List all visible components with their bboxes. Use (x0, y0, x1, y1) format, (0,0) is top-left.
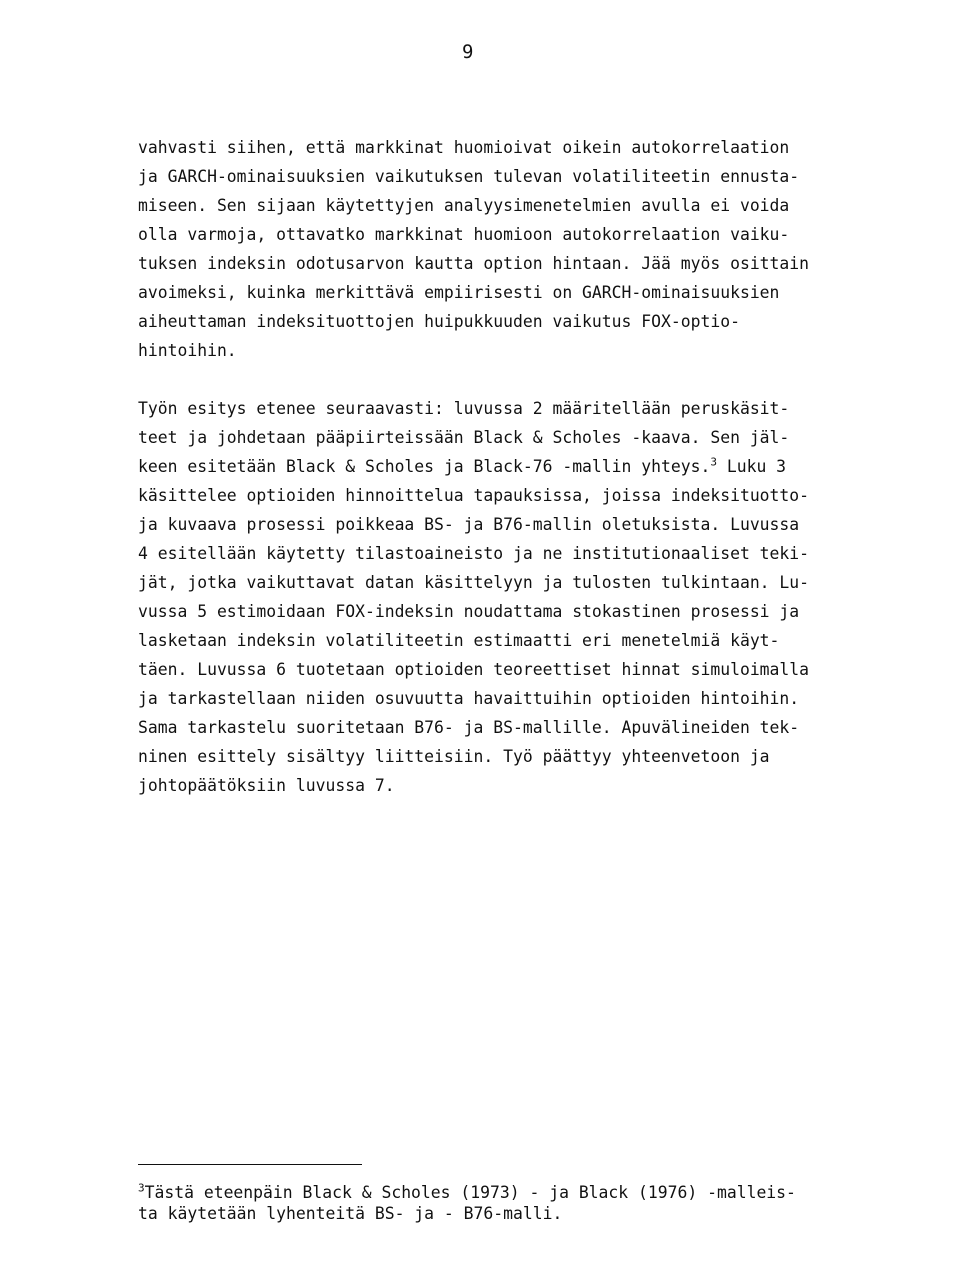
text-line: lasketaan indeksin volatiliteetin estimaatti eri menetelmiä käyt- (138, 631, 780, 650)
text-line: ja GARCH-ominaisuuksien vaikutuksen tulevan volatiliteetin ennusta- (138, 167, 800, 186)
footnote-marker: 3 (138, 1181, 145, 1195)
paragraph-1 (138, 133, 828, 365)
text-line: ja tarkastellaan niiden osuvuutta havaittuihin optioiden hintoihin. (138, 689, 800, 708)
text-line: avoimeksi, kuinka merkittävä empiirisesti on GARCH-ominaisuuksien (138, 283, 780, 302)
paragraph-2 (138, 394, 828, 800)
text-line: olla varmoja, ottavatko markkinat huomioon autokorrelaation vaiku- (138, 225, 790, 244)
text-line: ja kuvaava prosessi poikkeaa BS- ja B76-mallin oletuksista. Luvussa (138, 515, 800, 534)
text-line: hintoihin. (138, 341, 237, 360)
footnote (138, 1182, 828, 1224)
text-line: käsittelee optioiden hinnoittelua tapauksissa, joissa indeksituotto- (138, 486, 810, 505)
text-line: 4 esitellään käytetty tilastoaineisto ja ne institutionaaliset teki- (138, 544, 810, 563)
footnote-reference: 3 (710, 455, 717, 469)
text-line: tuksen indeksin odotusarvon kautta option hintaan. Jää myös osittain (138, 254, 810, 273)
text-line: johtopäätöksiin luvussa 7. (138, 776, 395, 795)
text-line: aiheuttaman indeksituottojen huipukkuuden vaikutus FOX-optio- (138, 312, 740, 331)
text-segment: keen esitetään Black & Scholes ja Black-76 -mallin yhteys. (138, 457, 711, 476)
text-line: vahvasti siihen, että markkinat huomioivat oikein autokorrelaation (138, 138, 790, 157)
text-line: ninen esittely sisältyy liitteisiin. Työ päättyy yhteenvetoon ja (138, 747, 770, 766)
text-line: Sama tarkastelu suoritetaan B76- ja BS-mallille. Apuvälineiden tek- (138, 718, 800, 737)
footnote-line: ta käytetään lyhenteitä BS- ja - B76-malli. (138, 1204, 563, 1223)
text-line: Työn esitys etenee seuraavasti: luvussa 2 määritellään peruskäsit- (138, 399, 790, 418)
text-line: täen. Luvussa 6 tuotetaan optioiden teoreettiset hinnat simuloimalla (138, 660, 810, 679)
text-line: jät, jotka vaikuttavat datan käsittelyyn ja tulosten tulkintaan. Lu- (138, 573, 810, 592)
footnote-divider (138, 1164, 362, 1165)
text-line-with-footnote-ref (138, 452, 828, 481)
footnote-line (138, 1182, 828, 1203)
text-line: vussa 5 estimoidaan FOX-indeksin noudattama stokastinen prosessi ja (138, 602, 800, 621)
page-number: 9 (462, 41, 474, 63)
footnote-text: Tästä eteenpäin Black & Scholes (1973) - ja Black (1976) -malleis- (144, 1183, 796, 1202)
text-line: miseen. Sen sijaan käytettyjen analyysimenetelmien avulla ei voida (138, 196, 790, 215)
text-line: teet ja johdetaan pääpiirteissään Black & Scholes -kaava. Sen jäl- (138, 428, 790, 447)
text-segment: Luku 3 (716, 457, 787, 476)
